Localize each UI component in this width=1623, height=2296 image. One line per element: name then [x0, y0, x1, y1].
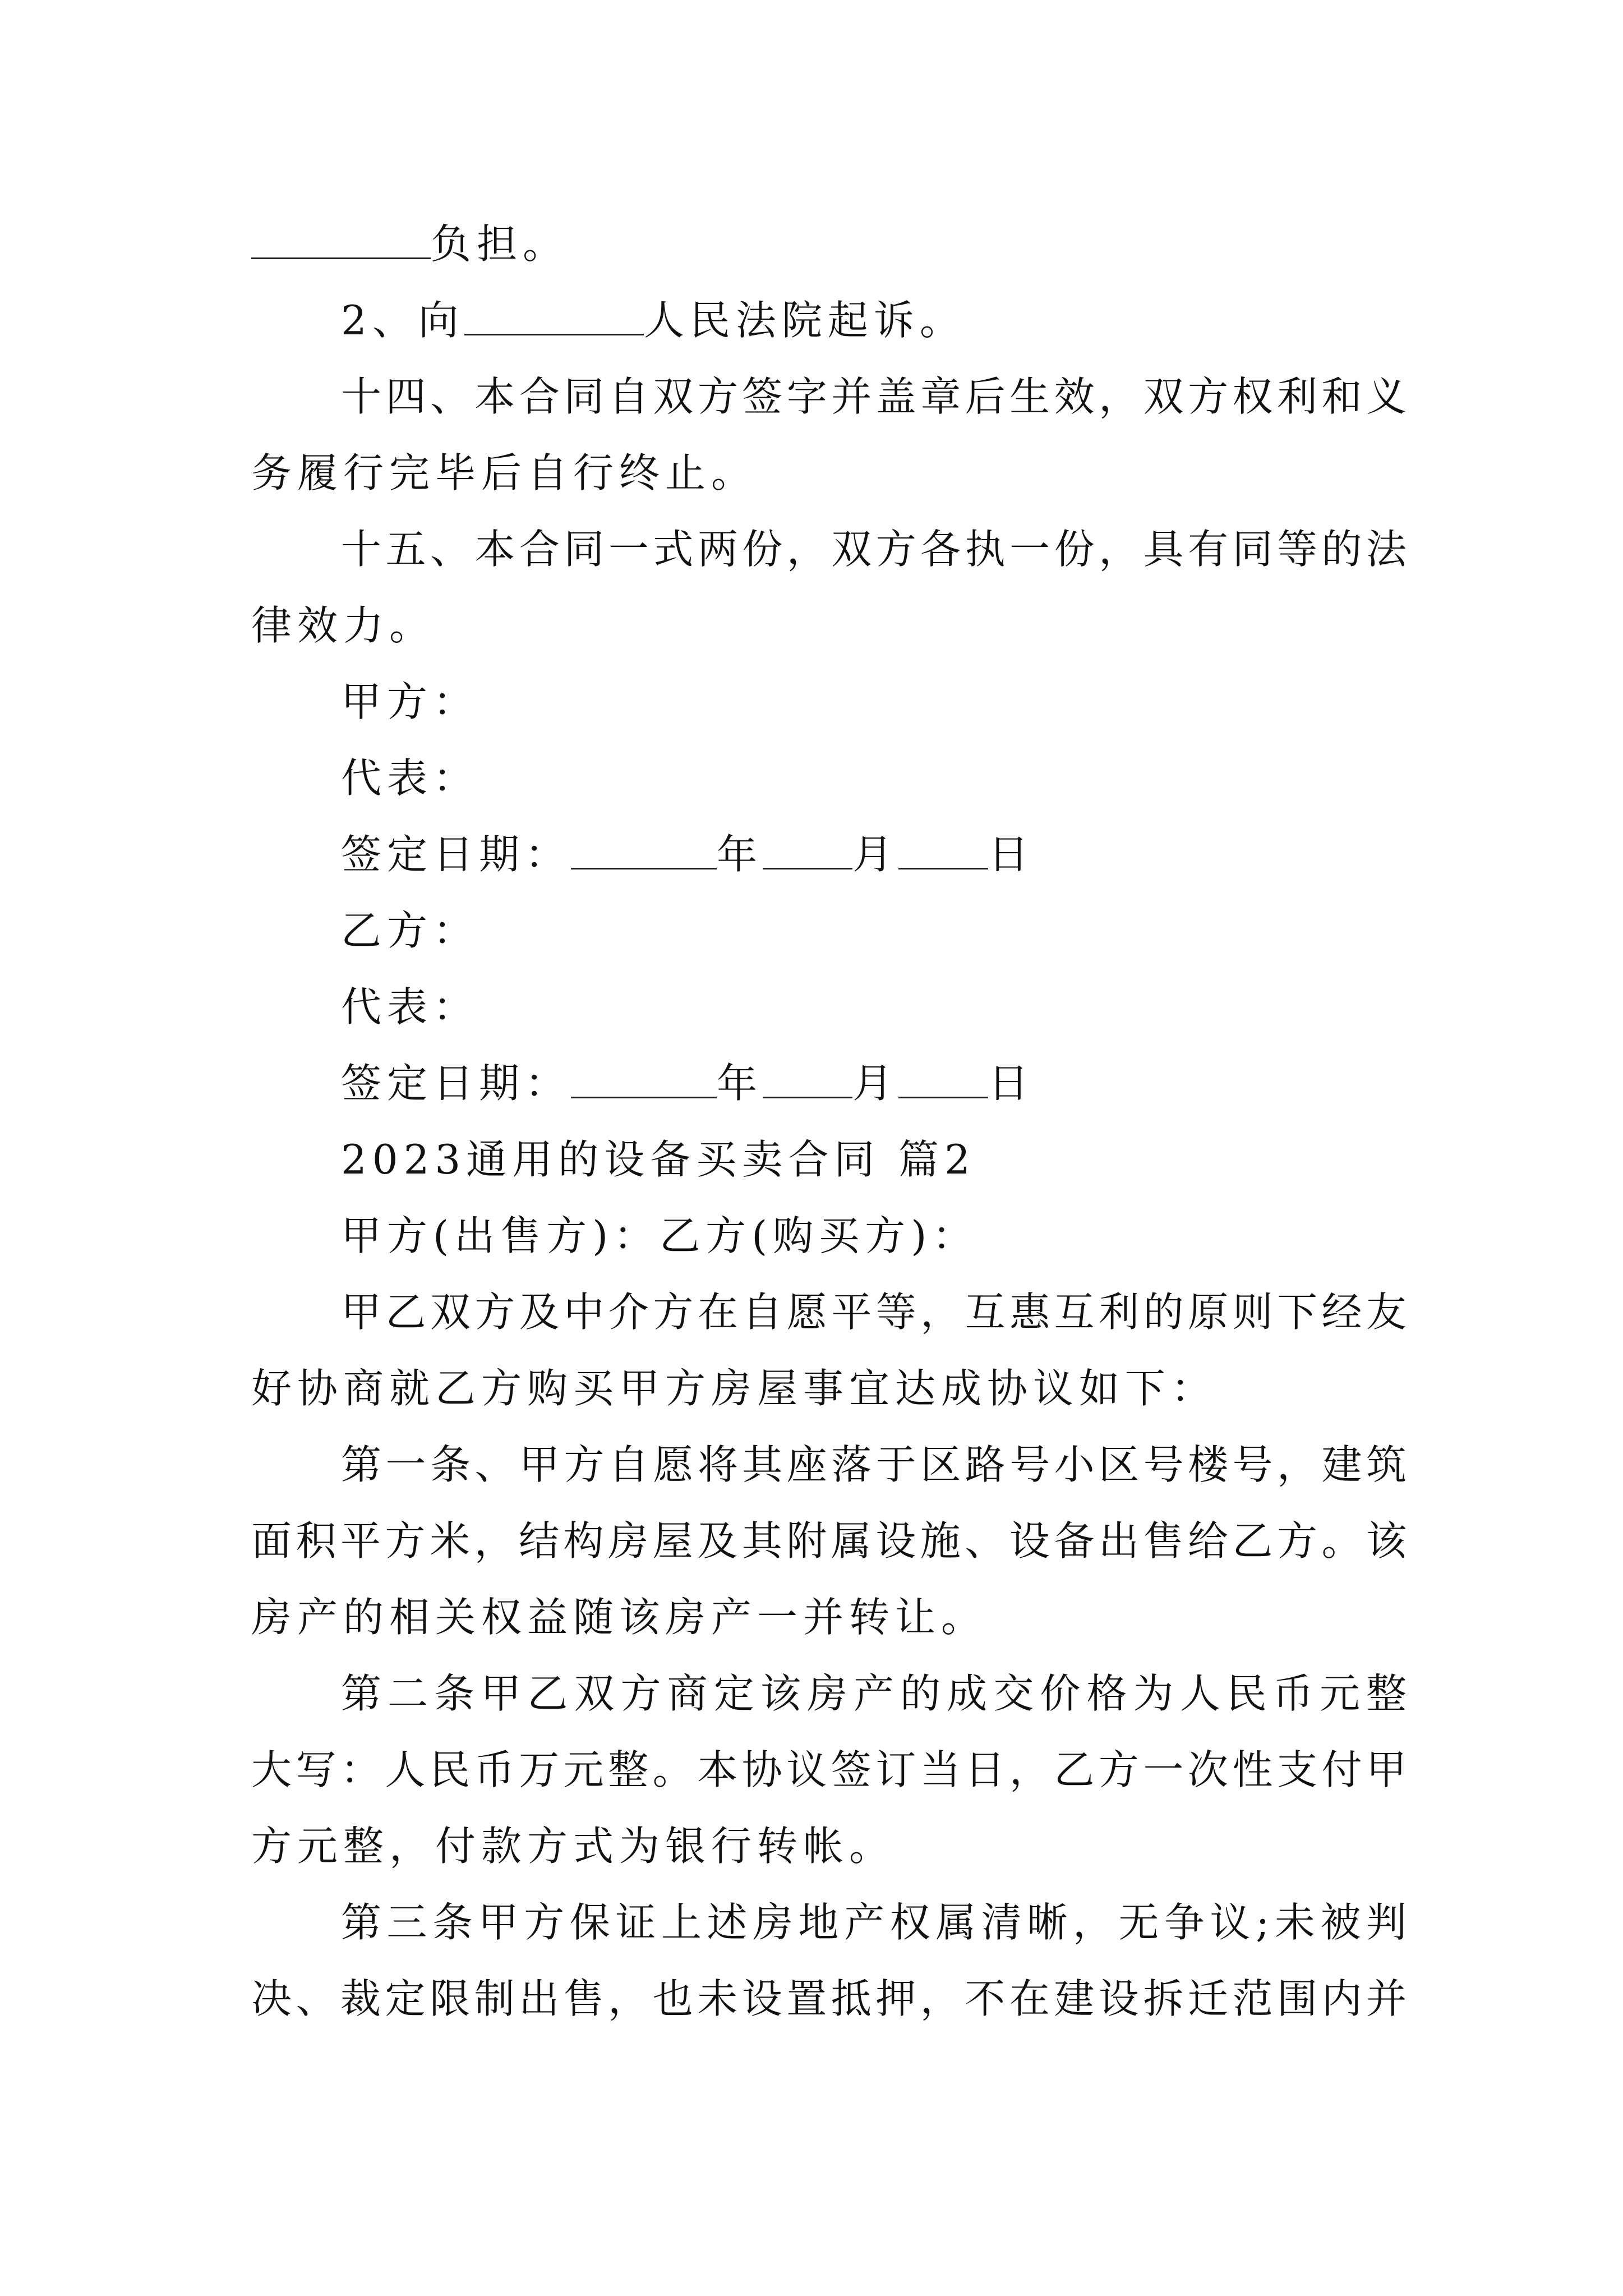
month-label: 月	[852, 831, 899, 878]
signing-date-label: 签定日期：	[341, 831, 571, 878]
representative-label: 代表：	[341, 754, 479, 802]
text-line: 决、裁定限制出售，也未设置抵押，不在建设拆迁范围内并	[251, 1975, 1407, 2022]
day-blank	[898, 829, 988, 869]
text-line: 务履行完毕后自行终止。	[251, 449, 758, 496]
section-heading: 2023通用的设备买卖合同 篇2	[341, 1136, 976, 1183]
day-label: 日	[988, 831, 1035, 878]
text-line: 方元整，付款方式为银行转帐。	[251, 1823, 896, 1870]
text-line: 第三条甲方保证上述房地产权属清晰，无争议;未被判	[341, 1899, 1407, 1946]
representative-label: 代表：	[341, 983, 479, 1030]
text-line: 十五、本合同一式两份，双方各执一份，具有同等的法	[341, 526, 1407, 573]
month-blank	[763, 829, 852, 869]
month-label: 月	[852, 1060, 899, 1107]
text-line: 房产的相关权益随该房产一并转让。	[251, 1594, 988, 1641]
text-line	[341, 282, 1407, 358]
year-blank	[571, 1057, 717, 1098]
line-text: 人民法院起诉。	[643, 297, 966, 344]
year-label: 年	[717, 831, 763, 878]
signing-date-line	[341, 1045, 1407, 1121]
text-line: 律效力。	[251, 602, 436, 649]
fill-in-blank	[251, 218, 431, 259]
signing-date-line	[341, 816, 1407, 892]
text-line: 好协商就乙方购买甲方房屋事宜达成协议如下：	[251, 1365, 1218, 1412]
fill-in-blank	[464, 295, 644, 335]
month-blank	[763, 1057, 852, 1098]
text-line: 第二条甲乙双方商定该房产的成交价格为人民币元整	[341, 1670, 1407, 1717]
day-blank	[898, 1057, 988, 1098]
line-text: 2、向	[341, 297, 464, 344]
text-line: 十四、本合同自双方签字并盖章后生效，双方权利和义	[341, 373, 1407, 420]
signing-date-label: 签定日期：	[341, 1060, 571, 1107]
year-label: 年	[717, 1060, 763, 1107]
day-label: 日	[988, 1060, 1035, 1107]
text-line	[251, 206, 1407, 282]
line-text: 负担。	[431, 220, 569, 268]
party-b-label: 乙方：	[341, 907, 479, 954]
party-a-label: 甲方：	[341, 678, 479, 725]
text-line: 甲乙双方及中介方在自愿平等，互惠互利的原则下经友	[341, 1289, 1407, 1336]
year-blank	[571, 829, 717, 869]
parties-line: 甲方(出售方)：乙方(购买方)：	[341, 1212, 979, 1259]
text-line: 第一条、甲方自愿将其座落于区路号小区号楼号，建筑	[341, 1441, 1407, 1488]
text-line: 大写：人民币万元整。本协议签订当日，乙方一次性支付甲	[251, 1746, 1407, 1793]
text-line: 面积平方米，结构房屋及其附属设施、设备出售给乙方。该	[251, 1517, 1407, 1565]
